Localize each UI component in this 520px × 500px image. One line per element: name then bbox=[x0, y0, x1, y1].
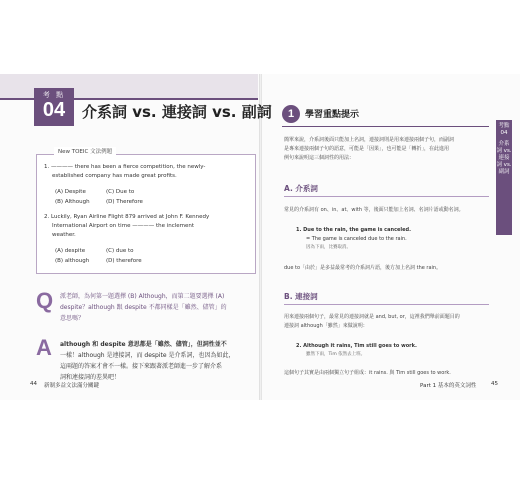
section-a-description: 常見的介系詞有 on、in、at、with 等，後面只能加上名詞、名詞片語或動名詞。 bbox=[284, 207, 464, 213]
answer-mark: A bbox=[36, 335, 52, 360]
page-title: 介系詞 vs. 連接詞 vs. 副詞 bbox=[82, 103, 272, 121]
topic-label: 考 點 bbox=[42, 91, 66, 99]
example-1-translation: 因為下雨，比賽取消。 bbox=[306, 245, 351, 250]
section-b-description-2: 連接詞 although「雖然」來做說明： bbox=[284, 323, 368, 329]
side-tab-title: 介系詞 vs. 連接詞 vs. 副詞 bbox=[496, 141, 512, 175]
chapter-side-tab bbox=[496, 120, 512, 235]
example-2-translation: 雖然下雨，Tim 依然去上班。 bbox=[306, 352, 366, 357]
section-b-rule bbox=[284, 304, 489, 305]
intro-line-3: 例句來說明這三個詞性的用法： bbox=[284, 155, 355, 161]
book-spine bbox=[259, 74, 262, 400]
question-2-line-1: 2. Luckily, Ryan Airline Flight 879 arrived at John F. Kennedy bbox=[44, 214, 210, 220]
q1-option-c: (C) Due to bbox=[106, 189, 135, 195]
intro-line-2: 是專來連接兩個子句的語意，可能是「因果」，也可能是「轉折」，在此進用 bbox=[284, 146, 450, 152]
section-heading: 學習重點提示 bbox=[305, 110, 360, 120]
intro-line-1: 簡單來說，介系詞後面只能加上名詞，連接詞則是用來連接兩個子句，而副詞 bbox=[284, 137, 455, 143]
section-a-heading: A. 介系詞 bbox=[284, 184, 318, 193]
question-2-line-2: International Airport on time ———— the inclement bbox=[52, 223, 195, 229]
question-line-1: 派老師，為何第一題選擇 (B) Although，而第二題要選擇 (A) bbox=[60, 293, 225, 300]
section-b-heading: B. 連接詞 bbox=[284, 292, 318, 301]
q1-option-a: (A) Despite bbox=[55, 189, 86, 195]
question-1-line-1: 1. ———— there has been a fierce competition, the newly- bbox=[44, 164, 206, 170]
topic-number: 04 bbox=[42, 99, 66, 121]
section-number-badge: 1 bbox=[282, 105, 300, 123]
book-title: 新制多益文法滿分關鍵 bbox=[44, 383, 100, 389]
question-mark: Q bbox=[36, 288, 54, 313]
answer-line-3: 這兩題的答案才會不一樣。接下來跟著派老師進一步了解介系 bbox=[60, 363, 223, 370]
answer-line-4: 詞和連接詞的差異吧！ bbox=[60, 374, 121, 381]
q1-option-b: (B) Although bbox=[55, 199, 90, 205]
section-b-note: 這個句子其實是由兩個獨立句子組成：it rains. 與 Tim still goes to work. bbox=[284, 370, 451, 376]
question-line-3: 意思嗎？ bbox=[60, 315, 85, 322]
q2-option-c: (C) due to bbox=[106, 248, 134, 254]
section-a-rule bbox=[284, 196, 489, 197]
q2-option-d: (D) therefore bbox=[106, 258, 142, 264]
heading-rule bbox=[282, 126, 489, 127]
answer-line-2: 一樣！although 是連接詞，而 despite 是介系詞，也因為如此， bbox=[60, 352, 235, 359]
section-b-description-1: 用來連接兩個句子，最常見的連接詞就是 and, but, or，這裡我們舉前面題目的 bbox=[284, 314, 460, 320]
q2-option-a: (A) despite bbox=[55, 248, 86, 254]
question-2-line-3: weather. bbox=[52, 232, 76, 238]
answer-line-1: although 和 despite 意思都是「雖然、儘管」，但詞性並不 bbox=[60, 341, 227, 348]
example-1: 1. Due to the rain, the game is canceled. bbox=[296, 227, 412, 233]
example-1-alt: = The game is canceled due to the rain. bbox=[306, 236, 407, 242]
part-label: Part 1 基本的英文詞性 bbox=[420, 383, 477, 389]
example-tag: New TOEIC 文法例題 bbox=[54, 147, 116, 155]
side-tab-topic: 考點 04 bbox=[498, 123, 510, 136]
section-a-note: due to「由於」是多益最常考的介系詞片語，後方加上名詞 the rain。 bbox=[284, 265, 442, 271]
q2-option-b: (B) although bbox=[55, 258, 90, 264]
q1-option-d: (D) Therefore bbox=[106, 199, 143, 205]
page-number-right: 45 bbox=[491, 381, 498, 387]
question-1-line-2: established company has made great profits. bbox=[52, 173, 177, 179]
page-number-left: 44 bbox=[30, 381, 37, 387]
question-line-2: despite？although 跟 despite 不都同樣是「雖然、儘管」的 bbox=[60, 304, 227, 311]
example-2: 2. Although it rains, Tim still goes to work. bbox=[296, 343, 417, 349]
topic-badge bbox=[34, 88, 74, 126]
